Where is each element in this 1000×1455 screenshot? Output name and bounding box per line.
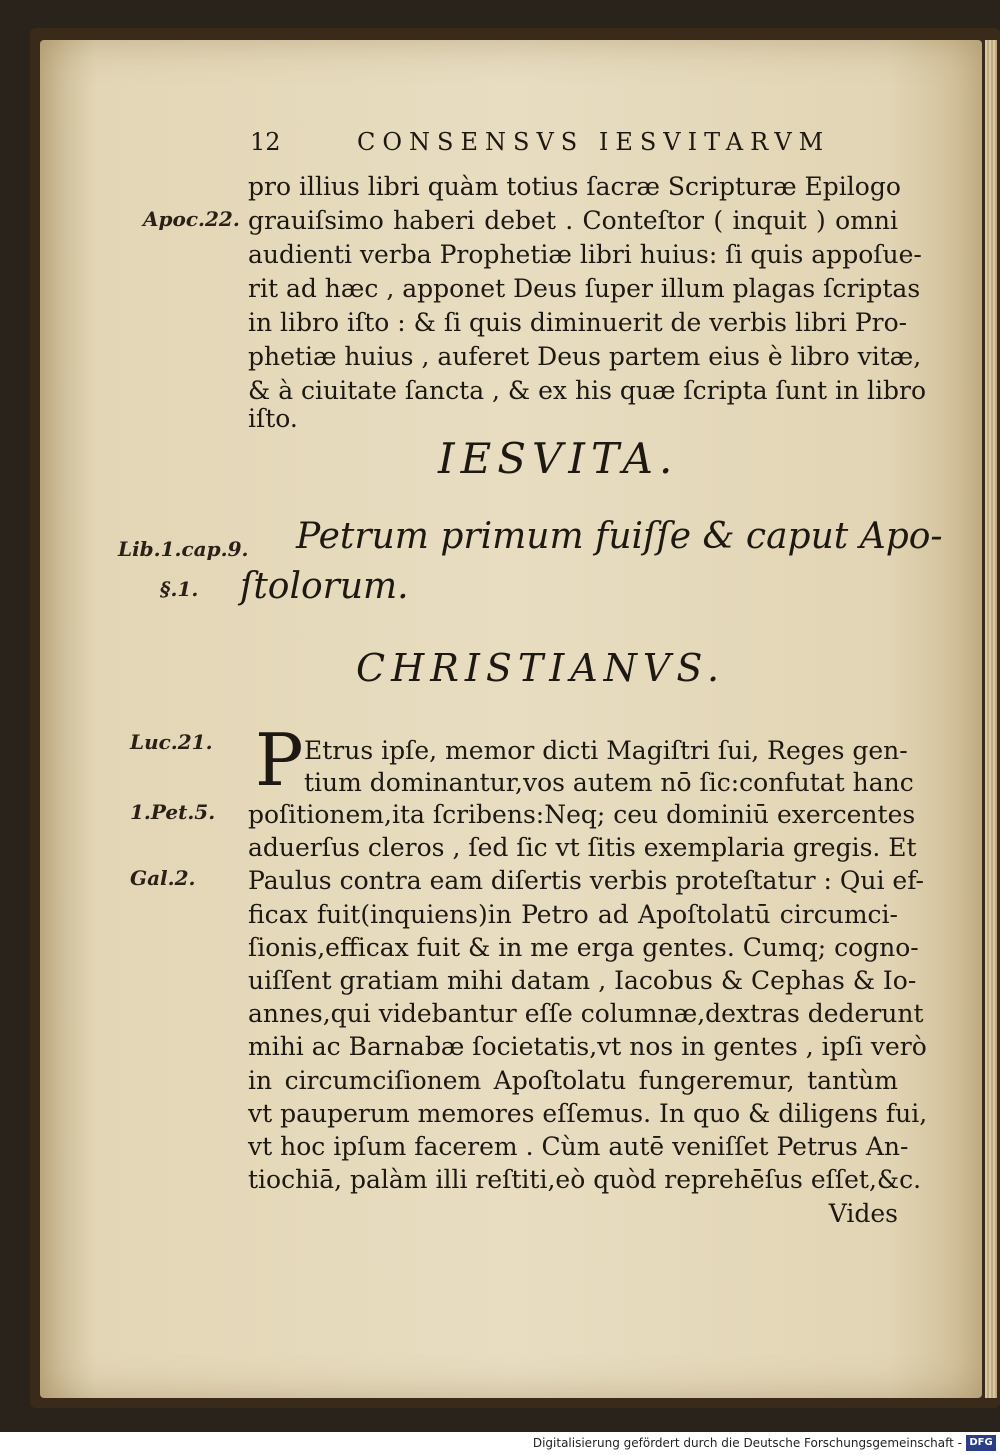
- text-line: vt hoc ipſum facerem . Cùm autē veniſſet Petrus An-: [248, 1132, 909, 1161]
- margin-note-lib: Lib.1.cap.9.: [118, 537, 249, 561]
- page-number: 12: [250, 128, 281, 156]
- text-line: in circumciſionem Apoſtolatu fungeremur, tantùm: [248, 1066, 898, 1095]
- drop-cap: P: [255, 718, 304, 802]
- text-line: audienti verba Prophetiæ libri huius: ſi quis appoſue-: [248, 240, 922, 269]
- text-line: annes,qui videbantur eſſe columnæ,dextras dederunt: [248, 999, 924, 1028]
- text-line: Etrus ipſe, memor dicti Magiſtri ſui, Reges gen-: [304, 736, 908, 765]
- margin-note-gal: Gal.2.: [130, 866, 196, 890]
- text-line: grauiſsimo haberi debet . Conteſtor ( inquit ) omni: [248, 206, 898, 235]
- text-line: iſto.: [248, 404, 298, 433]
- text-line: ſionis,efficax fuit & in me erga gentes. Cumq; cogno-: [248, 933, 919, 962]
- dfg-logo: DFG: [966, 1435, 996, 1451]
- text-line: in libro iſto : & ſi quis diminuerit de verbis libri Pro-: [248, 308, 908, 337]
- margin-note-apoc: Apoc.22.: [143, 207, 240, 231]
- thesis-line-2: ſtolorum.: [240, 566, 409, 607]
- text-line: & à ciuitate ſancta , & ex his quæ ſcripta ſunt in libro: [248, 376, 926, 405]
- heading-iesuita: IESVITA.: [438, 434, 679, 483]
- heading-christianus: CHRISTIANVS.: [356, 646, 726, 690]
- margin-note-luc: Luc.21.: [130, 730, 213, 754]
- text-line: vt pauperum memores eſſemus. In quo & diligens fui,: [248, 1099, 928, 1128]
- text-line: ficax fuit(inquiens)in Petro ad Apoſtolatū circumci-: [248, 900, 898, 929]
- text-line: tium dominantur,vos autem nō ſic:confutat hanc: [304, 768, 914, 797]
- text-line: pro illius libri quàm totius ſacræ Scripturæ Epilogo: [248, 172, 901, 201]
- text-line: tiochiā, palàm illi reſtiti,eò quòd reprehēſus eſſet,&c.: [248, 1165, 922, 1194]
- margin-note-section: §.1.: [160, 577, 199, 601]
- text-line: aduerſus cleros , ſed ſic vt ſitis exemplaria gregis. Et: [248, 833, 917, 862]
- text-line: phetiæ huius , auferet Deus partem eius è libro vitæ,: [248, 342, 922, 371]
- thesis-line-1: Petrum primum fuiſſe & caput Apo-: [296, 516, 943, 557]
- text-line: rit ad hæc , apponet Deus ſuper illum plagas ſcriptas: [248, 274, 921, 303]
- running-title: CONSENSVS IESVITARVM: [357, 128, 831, 156]
- page-fore-edge: [985, 40, 997, 1398]
- catchword: Vides: [828, 1199, 898, 1228]
- text-line: poſitionem,ita ſcribens:Neq; ceu dominiū exercentes: [248, 800, 916, 829]
- text-line: Paulus contra eam diſertis verbis proteſtatur : Qui ef-: [248, 866, 925, 895]
- footer-credit: Digitalisierung gefördert durch die Deutsche Forschungsgemeinschaft -: [532, 1436, 962, 1450]
- text-line: uiſſent gratiam mihi datam , Iacobus & Cephas & Io-: [248, 966, 917, 995]
- margin-note-pet: 1.Pet.5.: [130, 800, 216, 824]
- text-line: mihi ac Barnabæ ſocietatis,vt nos in gentes , ipſi verò: [248, 1032, 927, 1061]
